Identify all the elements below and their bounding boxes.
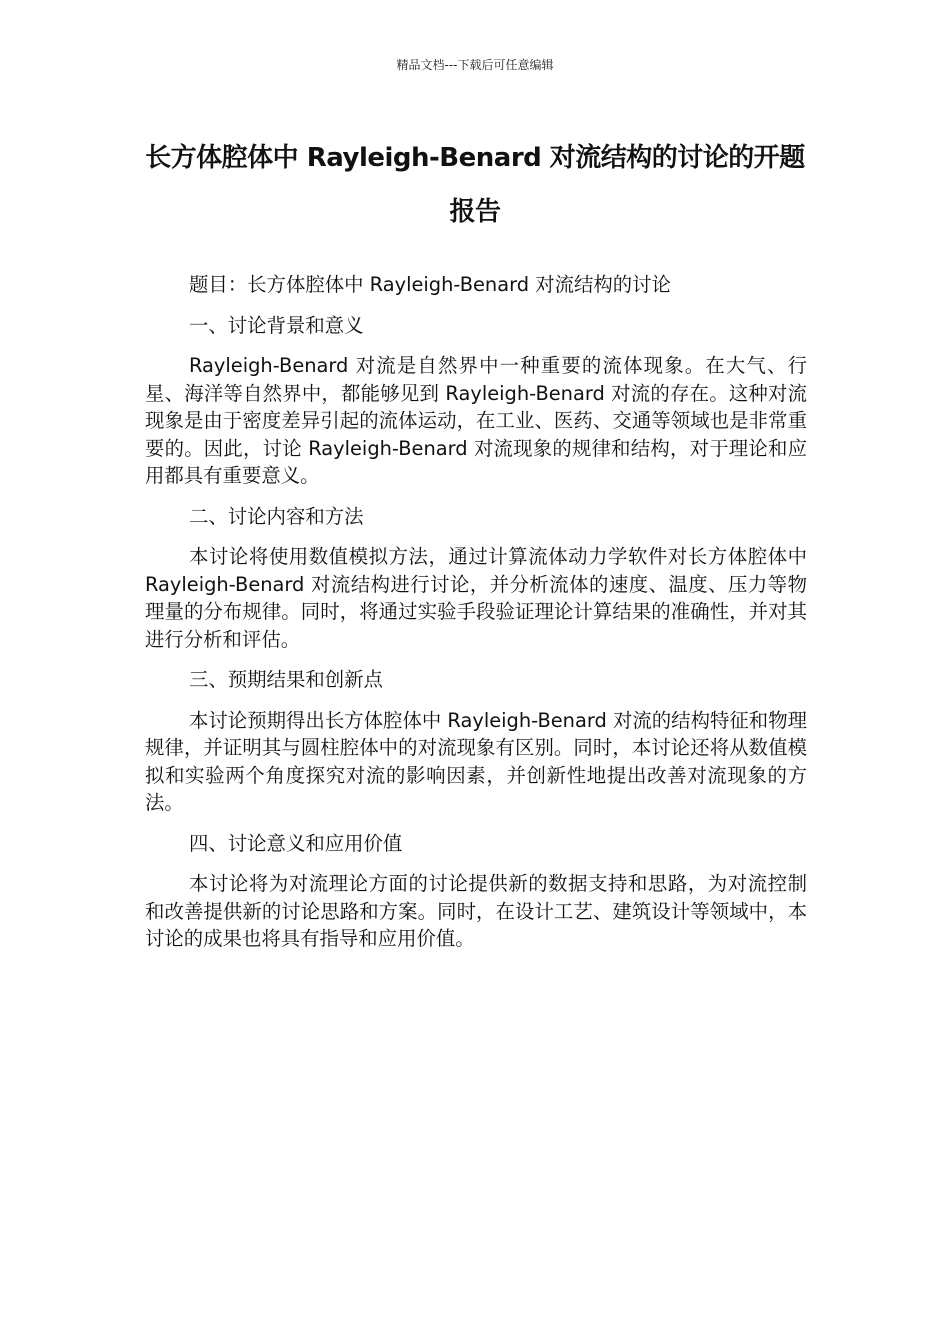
document-title: 长方体腔体中 Rayleigh-Benard 对流结构的讨论的开题报告 xyxy=(145,143,805,227)
page-header: 精品文档---下载后可任意编辑 xyxy=(396,58,554,72)
section-paragraph-expected-results: 本讨论预期得出长方体腔体中 Rayleigh-Benard 对流的结构特征和物理规律，并证明其与圆柱腔体中的对流现象有区别。同时，本讨论还将从数值模拟和实验两个角度探究对流的影响因素，并创新性地提出改善对流现象的方法。 xyxy=(145,708,807,814)
section-paragraph-background: Rayleigh-Benard 对流是自然界中一种重要的流体现象。在大气、行星、海洋等自然界中，都能够见到 Rayleigh-Benard 对流的存在。这种对流现象是由于密度差异引起的流体运动，在工业、医药、交通等领域也是非常重要的。因此，讨论 Rayleigh-Benard 对流现象的规律和结构，对于理论和应用都具有重要意义。 xyxy=(145,354,807,487)
document-body xyxy=(145,271,807,966)
section-heading-content-method: 二、讨论内容和方法 xyxy=(189,504,364,528)
section-paragraph-significance: 本讨论将为对流理论方面的讨论提供新的数据支持和思路，为对流控制和改善提供新的讨论思路和方案。同时，在设计工艺、建筑设计等领域中，本讨论的成果也将具有指导和应用价值。 xyxy=(145,872,807,950)
section-heading-background: 一、讨论背景和意义 xyxy=(189,313,364,337)
section-heading-expected-results: 三、预期结果和创新点 xyxy=(189,668,383,691)
topic-line: 题目：长方体腔体中 Rayleigh-Benard 对流结构的讨论 xyxy=(189,273,671,296)
section-heading-significance: 四、讨论意义和应用价值 xyxy=(189,831,403,855)
section-paragraph-content-method: 本讨论将使用数值模拟方法，通过计算流体动力学软件对长方体腔体中 Rayleigh-Benard 对流结构进行讨论，并分析流体的速度、温度、压力等物理量的分布规律。同时，将通过实验手段验证理论计算结果的准确性，并对其进行分析和评估。 xyxy=(145,545,807,651)
